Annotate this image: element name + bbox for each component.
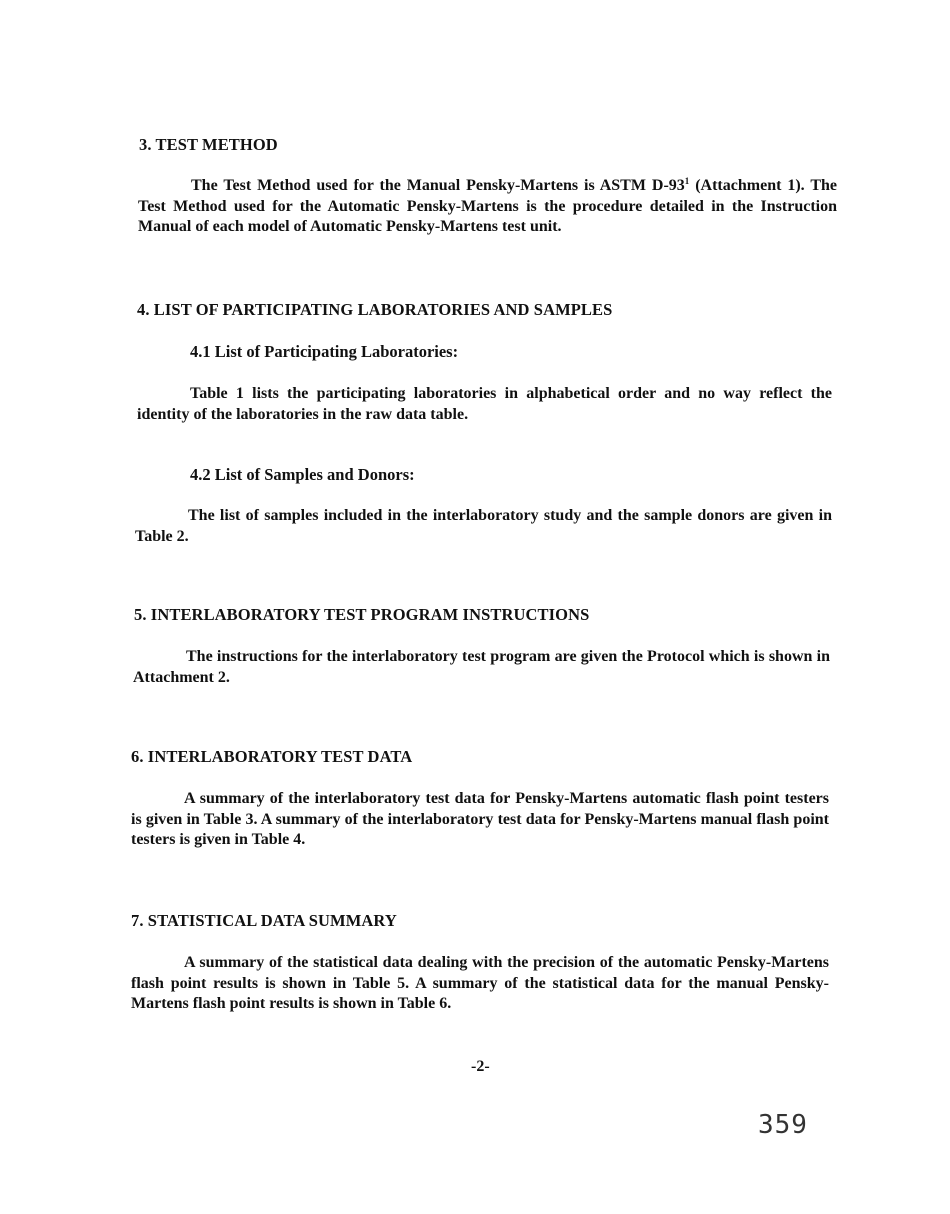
section-6-paragraph: A summary of the interlaboratory test data for Pensky-Martens automatic flash point testers is given in Table 3. A summary of the interlaboratory test data for Pensky-Martens manual flash point testers is given in Table 4. [131, 790, 829, 848]
section-7-heading: 7. STATISTICAL DATA SUMMARY [131, 911, 397, 930]
section-3-text-b: (Attachment 1). The Test Method used for the Automatic Pensky-Martens is the procedure detailed in the Instruction Manual of each model of Automatic Pensky-Martens test unit. [138, 177, 838, 235]
section-5-heading: 5. INTERLABORATORY TEST PROGRAM INSTRUCTIONS [134, 605, 590, 624]
section-4-1-paragraph: Table 1 lists the participating laboratories in alphabetical order and no way reflect the identity of the laboratories in the raw data table. [137, 385, 832, 423]
page-stamp: 359 [758, 1110, 808, 1140]
page-number: -2- [471, 1058, 490, 1075]
section-3-text-a: The Test Method used for the Manual Pensky-Martens is ASTM D-93 [191, 177, 685, 194]
section-3-paragraph [138, 176, 837, 238]
section-4-2-heading: 4.2 List of Samples and Donors: [190, 465, 415, 484]
section-4-heading: 4. LIST OF PARTICIPATING LABORATORIES AND SAMPLES [137, 300, 613, 319]
section-4-1-heading: 4.1 List of Participating Laboratories: [190, 342, 459, 361]
section-6-heading: 6. INTERLABORATORY TEST DATA [131, 747, 413, 766]
section-7-paragraph: A summary of the statistical data dealing with the precision of the automatic Pensky-Martens flash point results is shown in Table 5. A summary of the statistical data for the manual Pensky-Martens flash point results is shown in Table 6. [131, 954, 829, 1012]
section-3-heading: 3. TEST METHOD [139, 135, 278, 154]
section-4-2-paragraph: The list of samples included in the interlaboratory study and the sample donors are given in Table 2. [135, 507, 832, 545]
footnote-marker: 1 [684, 176, 690, 186]
section-5-paragraph: The instructions for the interlaboratory test program are given the Protocol which is shown in Attachment 2. [133, 648, 830, 686]
